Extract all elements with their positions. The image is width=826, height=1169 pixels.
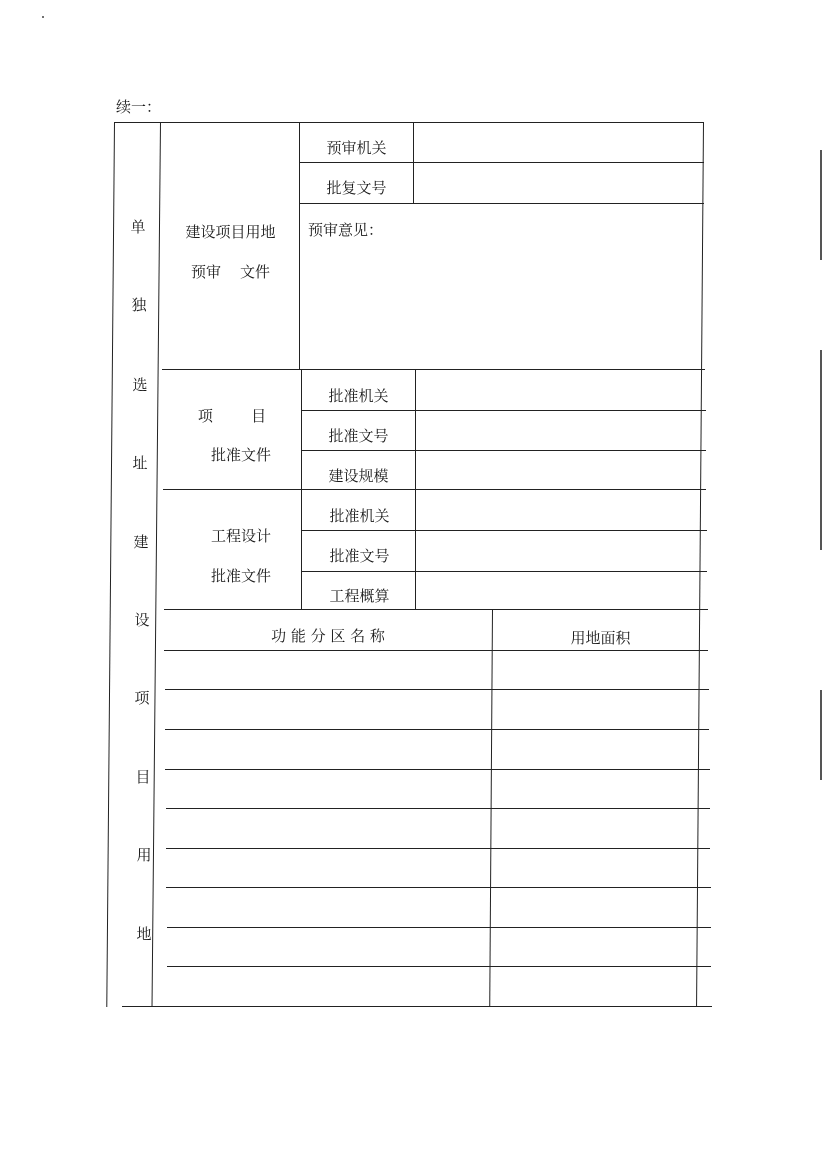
section-line xyxy=(163,489,706,490)
table-row-line xyxy=(164,650,708,651)
form-border-top xyxy=(114,122,703,123)
side-title-char: 项 xyxy=(134,689,150,707)
table-row-line xyxy=(167,966,711,967)
zone-area-cell[interactable] xyxy=(495,810,709,847)
approval-number-field[interactable] xyxy=(417,412,704,449)
design-number-label: 批准文号 xyxy=(329,547,390,565)
zone-area-cell[interactable] xyxy=(496,850,710,886)
table-row-line xyxy=(167,927,711,928)
approving-authority-field[interactable] xyxy=(417,371,704,409)
row-line xyxy=(299,162,704,163)
table-row-line xyxy=(165,689,709,690)
design-approval-label-line2: 批准文件 xyxy=(210,567,271,585)
field-label-divider xyxy=(413,122,414,204)
side-title-char: 地 xyxy=(136,925,152,943)
row-line xyxy=(299,203,704,204)
construction-scale-field[interactable] xyxy=(417,452,704,488)
zone-name-cell[interactable] xyxy=(166,691,491,728)
zone-area-cell[interactable] xyxy=(497,968,710,1005)
form-border-bottom xyxy=(122,1006,712,1007)
scan-speck xyxy=(42,16,44,18)
zone-name-cell[interactable] xyxy=(166,731,491,768)
row-line xyxy=(302,530,707,531)
zone-area-cell[interactable] xyxy=(496,889,710,926)
zone-area-cell[interactable] xyxy=(494,691,707,728)
approval-doc-number-field[interactable] xyxy=(415,164,702,202)
zone-name-cell[interactable] xyxy=(167,771,492,807)
zone-area-cell[interactable] xyxy=(495,771,709,807)
design-authority-label: 批准机关 xyxy=(329,507,390,525)
pre-review-opinion-label: 预审意见： xyxy=(308,221,384,239)
zone-area-cell[interactable] xyxy=(494,731,708,768)
scan-edge-mark xyxy=(820,690,822,780)
approving-authority-label: 批准机关 xyxy=(328,387,389,405)
budget-estimate-field[interactable] xyxy=(417,573,705,608)
zone-name-cell[interactable] xyxy=(168,889,493,926)
zone-area-cell[interactable] xyxy=(497,929,710,965)
side-title-char: 设 xyxy=(134,611,150,629)
project-approval-label-line2: 批准文件 xyxy=(210,446,271,464)
zone-name-cell[interactable] xyxy=(169,968,494,1005)
side-title-char: 址 xyxy=(132,454,148,472)
scan-edge-mark xyxy=(820,150,822,260)
section-label-divider xyxy=(299,122,300,370)
table-row-line xyxy=(165,769,710,770)
table-row-line xyxy=(166,848,710,849)
pre-review-label-line2: 预审 文件 xyxy=(190,263,271,281)
title-column-divider xyxy=(152,122,161,1007)
pre-review-opinion-field[interactable] xyxy=(301,244,702,367)
form-border-left xyxy=(106,122,115,1007)
zone-area-cell[interactable] xyxy=(494,652,707,688)
project-approval-label-line1: 项 目 xyxy=(197,407,267,425)
side-title-char: 建 xyxy=(133,533,149,551)
approval-number-label: 批准文号 xyxy=(328,427,389,445)
construction-scale-label: 建设规模 xyxy=(328,467,389,485)
zone-name-cell[interactable] xyxy=(166,652,491,688)
pre-review-authority-field[interactable] xyxy=(415,124,702,161)
scan-edge-mark xyxy=(820,350,822,550)
row-line xyxy=(301,410,706,411)
zone-name-cell[interactable] xyxy=(167,850,493,886)
table-row-line xyxy=(165,729,709,730)
row-line xyxy=(301,450,706,451)
approval-doc-number-label: 批复文号 xyxy=(326,179,387,197)
table-row-line xyxy=(166,887,711,888)
side-title-char: 独 xyxy=(131,296,147,314)
design-approval-label-line1: 工程设计 xyxy=(210,527,271,545)
table-row-line xyxy=(166,808,710,809)
zone-name-cell[interactable] xyxy=(167,810,492,847)
zones-name-header: 功 能 分 区 名 称 xyxy=(271,627,385,645)
side-title-char: 选 xyxy=(132,376,148,394)
row-line xyxy=(302,571,707,572)
continuation-label: 续一： xyxy=(116,98,162,116)
zone-name-cell[interactable] xyxy=(168,929,494,965)
design-authority-field[interactable] xyxy=(417,491,705,529)
side-title-char: 用 xyxy=(136,846,152,864)
side-title-char: 目 xyxy=(135,768,151,786)
side-title-char: 单 xyxy=(130,218,146,236)
pre-review-label-line1: 建设项目用地 xyxy=(185,223,276,241)
design-number-field[interactable] xyxy=(417,532,705,570)
budget-estimate-label: 工程概算 xyxy=(329,587,390,605)
section-line xyxy=(164,609,708,610)
pre-review-authority-label: 预审机关 xyxy=(326,139,387,157)
land-area-header: 用地面积 xyxy=(570,629,631,647)
section-line xyxy=(162,369,705,370)
